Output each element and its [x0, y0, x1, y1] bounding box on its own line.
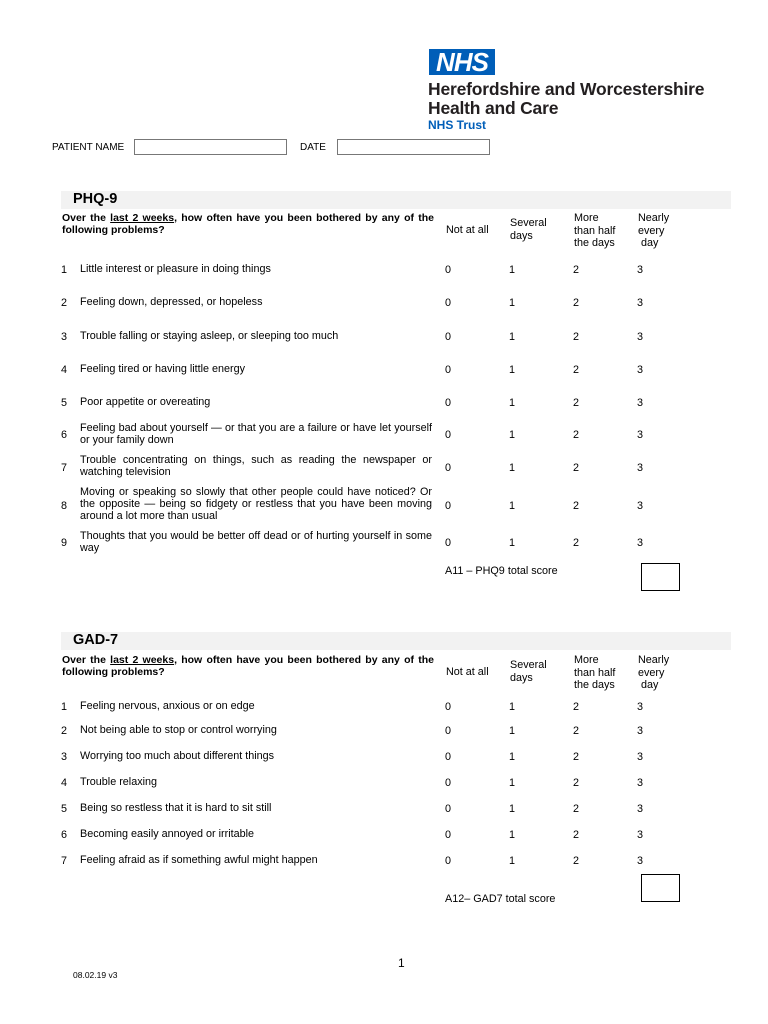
- gad7-header-band: [61, 632, 731, 650]
- gad7-item-score-option[interactable]: 1: [509, 777, 516, 789]
- phq9-item-score-option[interactable]: 2: [573, 500, 580, 512]
- phq9-item-score-option[interactable]: 2: [573, 297, 580, 309]
- phq9-header-more-than-half: More than half the days: [574, 212, 616, 249]
- gad7-item-score-option[interactable]: 3: [637, 751, 644, 763]
- phq9-item-score-option[interactable]: 1: [509, 331, 516, 343]
- gad7-item-text: Feeling nervous, anxious or on edge: [80, 700, 255, 712]
- phq9-item-number: 6: [61, 429, 68, 441]
- page-number: 1: [398, 956, 405, 970]
- gad7-item-score-option[interactable]: 0: [445, 751, 452, 763]
- phq9-item-score-option[interactable]: 1: [509, 500, 516, 512]
- phq9-item-score-option[interactable]: 2: [573, 364, 580, 376]
- gad7-item-score-option[interactable]: 3: [637, 829, 644, 841]
- phq9-item-number: 4: [61, 364, 68, 376]
- phq9-item-text: Trouble falling or staying asleep, or sleeping too much: [80, 330, 339, 342]
- phq9-item-text: Poor appetite or overeating: [80, 396, 211, 408]
- phq9-item-score-option[interactable]: 2: [573, 397, 580, 409]
- gad7-item-score-option[interactable]: 1: [509, 751, 516, 763]
- phq9-item-score-option[interactable]: 0: [445, 537, 452, 549]
- phq9-item-score-option[interactable]: 0: [445, 331, 452, 343]
- date-field[interactable]: [337, 139, 490, 155]
- phq9-item-score-option[interactable]: 1: [509, 537, 516, 549]
- gad7-total-label: A12– GAD7 total score: [445, 893, 556, 905]
- gad7-item-text: Not being able to stop or control worrying: [80, 724, 277, 736]
- gad7-item-score-option[interactable]: 0: [445, 855, 452, 867]
- gad7-item-number: 1: [61, 701, 68, 713]
- phq9-item-score-option[interactable]: 1: [509, 462, 516, 474]
- gad7-item-text: Worrying too much about different things: [80, 750, 275, 762]
- phq9-item-score-option[interactable]: 2: [573, 264, 580, 276]
- patient-name-field[interactable]: [134, 139, 287, 155]
- gad7-item-score-option[interactable]: 1: [509, 725, 516, 737]
- gad7-item-text: Feeling afraid as if something awful might happen: [80, 854, 318, 866]
- gad7-item-score-option[interactable]: 2: [573, 725, 580, 737]
- gad7-item-text: Being so restless that it is hard to sit still: [80, 802, 272, 814]
- gad7-item-score-option[interactable]: 1: [509, 701, 516, 713]
- phq9-item-score-option[interactable]: 3: [637, 397, 644, 409]
- phq9-header-band: [61, 191, 731, 209]
- gad7-item-text: Becoming easily annoyed or irritable: [80, 828, 255, 840]
- phq9-item-score-option[interactable]: 2: [573, 537, 580, 549]
- phq9-item-score-option[interactable]: 3: [637, 537, 644, 549]
- gad7-item-number: 6: [61, 829, 68, 841]
- gad7-question: Over the last 2 weeks, how often have you been bothered by any of the following problems?: [62, 654, 434, 678]
- phq9-header-nearly-every-day: Nearly every day: [638, 212, 670, 249]
- phq9-item-score-option[interactable]: 0: [445, 297, 452, 309]
- gad7-header-nearly-every-day: Nearly every day: [638, 654, 670, 691]
- phq9-item-score-option[interactable]: 0: [445, 500, 452, 512]
- gad7-item-score-option[interactable]: 2: [573, 855, 580, 867]
- org-name-line1: Herefordshire and Worcestershire: [428, 79, 705, 99]
- phq9-header-several-days: Several days: [510, 217, 547, 242]
- phq9-item-text: Feeling tired or having little energy: [80, 363, 246, 375]
- phq9-item-score-option[interactable]: 3: [637, 462, 644, 474]
- phq9-item-score-option[interactable]: 0: [445, 429, 452, 441]
- phq9-item-number: 5: [61, 397, 68, 409]
- gad7-item-score-option[interactable]: 1: [509, 855, 516, 867]
- phq9-header-not-at-all: Not at all: [446, 224, 489, 236]
- gad7-item-number: 5: [61, 803, 68, 815]
- gad7-item-score-option[interactable]: 2: [573, 829, 580, 841]
- gad7-item-score-option[interactable]: 3: [637, 725, 644, 737]
- patient-name-label: PATIENT NAME: [52, 142, 125, 153]
- phq9-item-score-option[interactable]: 2: [573, 429, 580, 441]
- phq9-item-score-option[interactable]: 1: [509, 364, 516, 376]
- version-label: 08.02.19 v3: [73, 970, 118, 980]
- gad7-item-number: 2: [61, 725, 68, 737]
- gad7-item-score-option[interactable]: 1: [509, 829, 516, 841]
- gad7-item-text: Trouble relaxing: [80, 776, 158, 788]
- phq9-item-score-option[interactable]: 1: [509, 397, 516, 409]
- phq9-item-score-option[interactable]: 3: [637, 264, 644, 276]
- gad7-item-score-option[interactable]: 2: [573, 803, 580, 815]
- gad7-title: GAD-7: [73, 632, 119, 648]
- phq9-total-label: A11 – PHQ9 total score: [445, 565, 558, 577]
- gad7-item-score-option[interactable]: 0: [445, 829, 452, 841]
- phq9-question: Over the last 2 weeks, how often have you been bothered by any of the following problems?: [62, 212, 434, 236]
- gad7-item-score-option[interactable]: 2: [573, 701, 580, 713]
- gad7-header-several-days: Several days: [510, 659, 547, 684]
- phq9-item-score-option[interactable]: 3: [637, 297, 644, 309]
- gad7-item-score-option[interactable]: 1: [509, 803, 516, 815]
- nhs-logo: NHS: [429, 49, 495, 75]
- phq9-item-score-option[interactable]: 2: [573, 462, 580, 474]
- gad7-item-score-option[interactable]: 3: [637, 803, 644, 815]
- gad7-item-number: 7: [61, 855, 68, 867]
- phq9-item-score-option[interactable]: 0: [445, 397, 452, 409]
- phq9-item-number: 9: [61, 537, 68, 549]
- gad7-header-not-at-all: Not at all: [446, 666, 489, 678]
- phq9-item-score-option[interactable]: 3: [637, 331, 644, 343]
- phq9-title: PHQ-9: [73, 191, 118, 207]
- org-name-line2: Health and Care: [428, 98, 559, 118]
- gad7-header-more-than-half: More than half the days: [574, 654, 616, 691]
- phq9-item-text: Trouble concentrating on things, such as reading the newspaper or watching television: [80, 454, 432, 478]
- phq9-item-text: Feeling down, depressed, or hopeless: [80, 296, 263, 308]
- phq9-item-score-option[interactable]: 0: [445, 462, 452, 474]
- phq9-item-score-option[interactable]: 0: [445, 264, 452, 276]
- phq9-total-box[interactable]: [641, 563, 680, 591]
- gad7-item-score-option[interactable]: 0: [445, 803, 452, 815]
- phq9-item-text: Feeling bad about yourself — or that you are a failure or have let yourself or your family down: [80, 422, 432, 446]
- phq9-item-text: Moving or speaking so slowly that other people could have noticed? Or the opposite — being so fidgety or restless that you have been moving around a lot more than usual: [80, 486, 432, 522]
- gad7-item-number: 3: [61, 751, 68, 763]
- phq9-item-number: 1: [61, 264, 68, 276]
- phq9-item-number: 7: [61, 462, 68, 474]
- gad7-item-score-option[interactable]: 3: [637, 701, 644, 713]
- gad7-total-box[interactable]: [641, 874, 680, 902]
- phq9-item-number: 2: [61, 297, 68, 309]
- phq9-item-score-option[interactable]: 1: [509, 264, 516, 276]
- phq9-item-score-option[interactable]: 1: [509, 429, 516, 441]
- phq9-item-number: 3: [61, 331, 68, 343]
- phq9-item-text: Little interest or pleasure in doing things: [80, 263, 271, 275]
- date-label: DATE: [300, 142, 326, 153]
- gad7-item-score-option[interactable]: 0: [445, 777, 452, 789]
- gad7-item-number: 4: [61, 777, 68, 789]
- phq9-item-score-option[interactable]: 3: [637, 429, 644, 441]
- gad7-item-score-option[interactable]: 2: [573, 751, 580, 763]
- phq9-item-score-option[interactable]: 3: [637, 500, 644, 512]
- gad7-item-score-option[interactable]: 3: [637, 855, 644, 867]
- phq9-item-score-option[interactable]: 2: [573, 331, 580, 343]
- phq9-item-score-option[interactable]: 0: [445, 364, 452, 376]
- phq9-item-score-option[interactable]: 1: [509, 297, 516, 309]
- phq9-item-text: Thoughts that you would be better off dead or of hurting yourself in some way: [80, 530, 432, 554]
- phq9-item-score-option[interactable]: 3: [637, 364, 644, 376]
- gad7-item-score-option[interactable]: 0: [445, 725, 452, 737]
- gad7-item-score-option[interactable]: 0: [445, 701, 452, 713]
- phq9-item-number: 8: [61, 500, 68, 512]
- trust-name: NHS Trust: [428, 118, 487, 132]
- gad7-item-score-option[interactable]: 2: [573, 777, 580, 789]
- gad7-item-score-option[interactable]: 3: [637, 777, 644, 789]
